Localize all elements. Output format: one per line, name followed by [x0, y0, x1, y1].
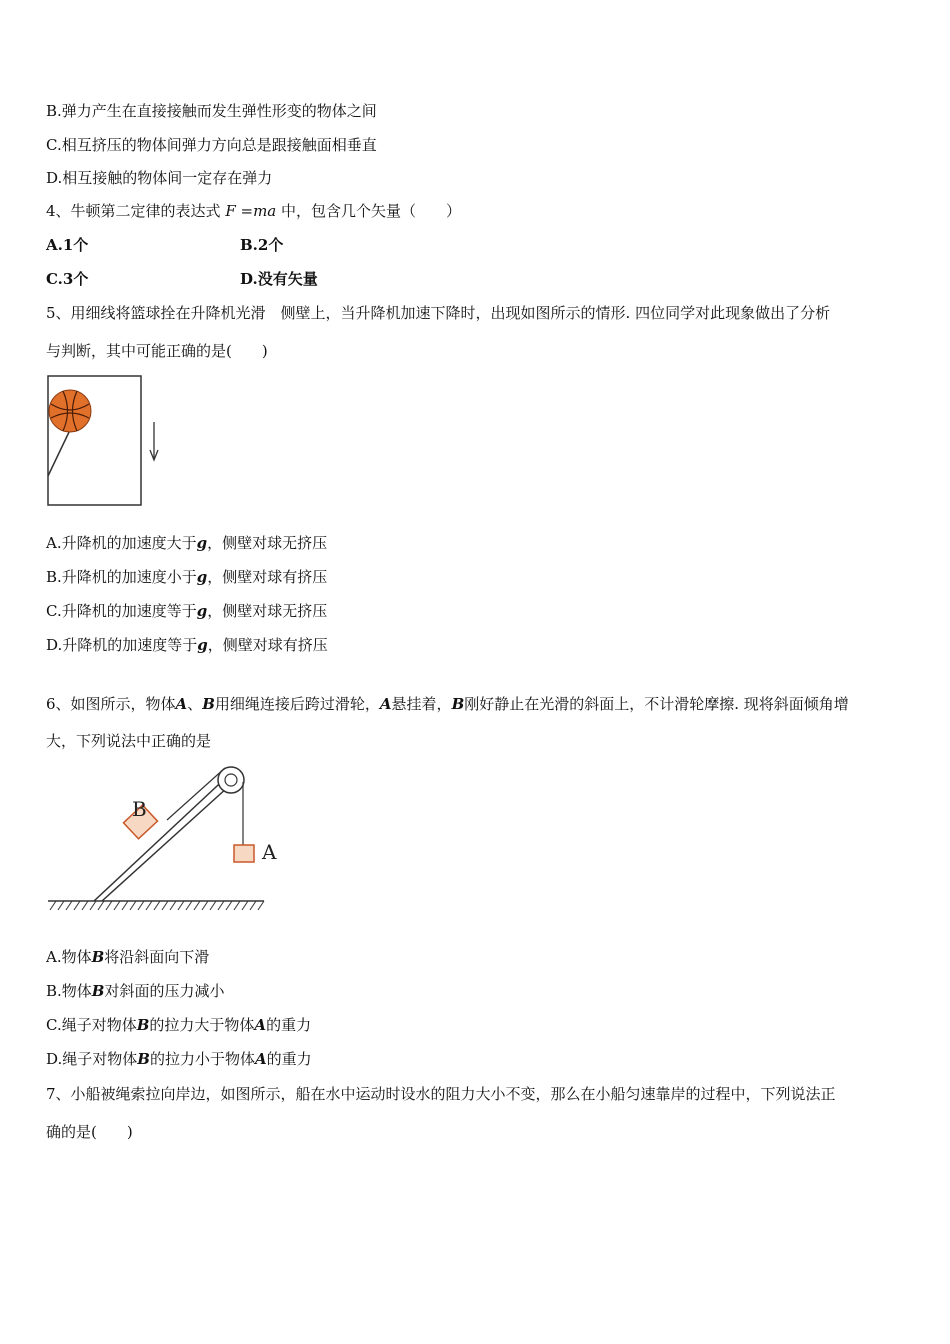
down-arrow-icon [150, 422, 158, 460]
q5-option-d: D.升降机的加速度等于g，侧壁对球有挤压 [46, 636, 328, 654]
q4-stem-suffix: 中，包含几个矢量（ ） [281, 202, 462, 220]
incline-pulley-figure [44, 760, 294, 920]
q4-option-a: A.1个 [46, 236, 89, 254]
q6-option-a: A.物体B将沿斜面向下滑 [46, 948, 210, 966]
q6-stem-line1: 6、如图所示，物体A、B用细绳连接后跨过滑轮，A悬挂着，B刚好静止在光滑的斜面上，不计滑轮摩擦. 现将斜面倾角增 [46, 695, 849, 713]
q3-option-c: C.相互挤压的物体间弹力方向总是跟接触面相垂直 [46, 136, 377, 154]
q5-option-a: A.升降机的加速度大于g，侧壁对球无挤压 [46, 534, 328, 552]
q7-stem-line1: 7、小船被绳索拉向岸边，如图所示，船在水中运动时设水的阻力大小不变，那么在小船匀速靠岸的过程中，下列说法正 [46, 1085, 836, 1103]
elevator-figure [44, 372, 174, 510]
q5-stem-line1: 5、用细线将篮球拴在升降机光滑 侧壁上，当升降机加速下降时，出现如图所示的情形. 四位同学对此现象做出了分析 [46, 304, 831, 322]
q5-option-b: B.升降机的加速度小于g，侧壁对球有挤压 [46, 568, 328, 586]
q6-option-d: D.绳子对物体B的拉力小于物体A的重力 [46, 1050, 312, 1068]
q6-option-c: C.绳子对物体B的拉力大于物体A的重力 [46, 1016, 312, 1034]
q4-option-d: D.没有矢量 [240, 270, 318, 288]
q7-stem-line2: 确的是( ) [46, 1123, 133, 1141]
q6-option-b: B.物体B对斜面的压力减小 [46, 982, 225, 1000]
q4-stem [46, 201, 461, 221]
q4-option-b: B.2个 [240, 236, 284, 254]
q3-option-d: D.相互接触的物体间一定存在弹力 [46, 169, 273, 187]
q5-option-c: C.升降机的加速度等于g，侧壁对球无挤压 [46, 602, 328, 620]
label-b: B [132, 797, 147, 821]
label-a: A [262, 840, 277, 864]
q5-stem-line2: 与判断，其中可能正确的是( ) [46, 342, 268, 360]
q6-stem-line2: 大，下列说法中正确的是 [46, 732, 212, 750]
q4-stem-prefix: 4、牛顿第二定律的表达式 [46, 202, 221, 220]
basketball-icon [49, 390, 91, 432]
q4-formula: F =ma [225, 202, 277, 220]
string-line [48, 430, 70, 476]
q4-option-c: C.3个 [46, 270, 89, 288]
q3-option-b: B.弹力产生在直接接触而发生弹性形变的物体之间 [46, 102, 377, 120]
block-a [234, 845, 254, 862]
